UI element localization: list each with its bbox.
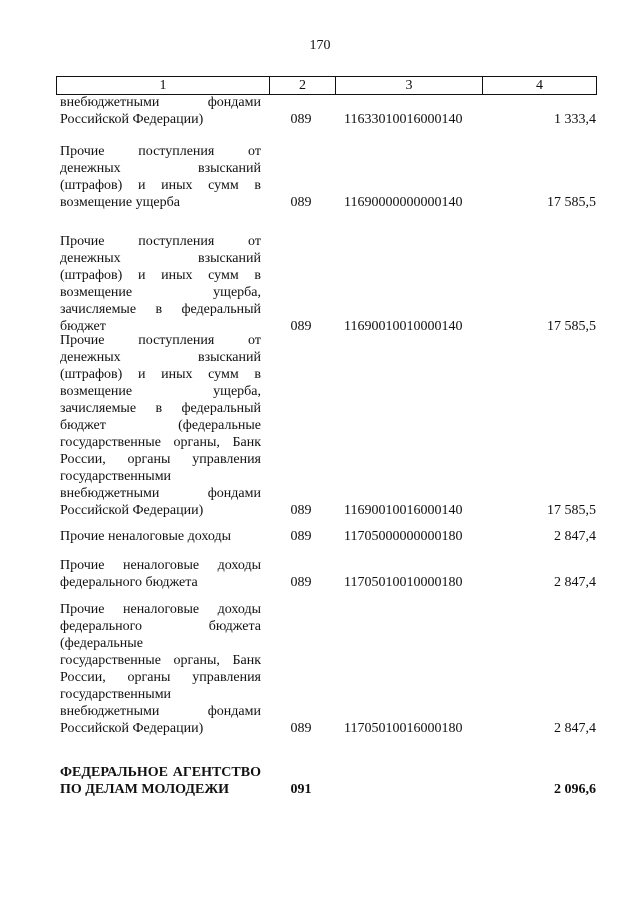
description-line: (штрафов) и иных сумм в bbox=[60, 367, 261, 382]
description-line: бюджет (федеральные bbox=[60, 418, 261, 433]
revenue-description bbox=[60, 528, 261, 545]
amount-value: 2 847,4 bbox=[554, 721, 596, 736]
description-line: Прочие поступления от bbox=[60, 144, 261, 159]
description-line: денежных взысканий bbox=[60, 161, 261, 176]
description-line: ПО ДЕЛАМ МОЛОДЕЖИ bbox=[60, 782, 230, 797]
revenue-description bbox=[60, 764, 261, 798]
administrator-code: 089 bbox=[290, 721, 312, 736]
column-header-table bbox=[56, 76, 597, 95]
description-line: Прочие неналоговые доходы bbox=[60, 602, 261, 617]
administrator-code: 089 bbox=[290, 319, 312, 334]
description-line: Прочие поступления от bbox=[60, 234, 261, 249]
description-line: зачисляемые в федеральный bbox=[60, 401, 261, 416]
administrator-code: 091 bbox=[290, 782, 312, 797]
description-line: Российской Федерации) bbox=[60, 112, 204, 127]
description-line: ФЕДЕРАЛЬНОЕ АГЕНТСТВО bbox=[60, 765, 261, 780]
description-line: Прочие поступления от bbox=[60, 333, 261, 348]
budget-classification-code: 11705010016000180 bbox=[344, 721, 463, 736]
column-header-1: 1 bbox=[57, 77, 270, 95]
description-line: возмещение ущерба, bbox=[60, 285, 261, 300]
description-line: бюджет bbox=[60, 319, 106, 334]
description-line: государственные органы, Банк bbox=[60, 435, 261, 450]
amount-value: 1 333,4 bbox=[554, 112, 596, 127]
description-line: зачисляемые в федеральный bbox=[60, 302, 261, 317]
description-line: Российской Федерации) bbox=[60, 503, 204, 518]
description-line: (федеральные bbox=[60, 636, 143, 651]
budget-classification-code: 11705000000000180 bbox=[344, 529, 463, 544]
description-line: Прочие неналоговые доходы bbox=[60, 529, 232, 544]
revenue-description bbox=[60, 94, 261, 128]
column-header-row bbox=[57, 77, 597, 95]
description-line: федерального бюджета bbox=[60, 619, 261, 634]
description-line: денежных взысканий bbox=[60, 251, 261, 266]
budget-classification-code: 11690010016000140 bbox=[344, 503, 463, 518]
description-line: внебюджетными фондами bbox=[60, 704, 261, 719]
column-header-4: 4 bbox=[483, 77, 597, 95]
description-line: государственными bbox=[60, 469, 172, 484]
description-line: (штрафов) и иных сумм в bbox=[60, 268, 261, 283]
administrator-code: 089 bbox=[290, 529, 312, 544]
description-line: Российской Федерации) bbox=[60, 721, 204, 736]
revenue-description bbox=[60, 233, 261, 335]
budget-classification-code: 11690000000000140 bbox=[344, 195, 463, 210]
description-line: государственные органы, Банк bbox=[60, 653, 261, 668]
revenue-description bbox=[60, 557, 261, 591]
administrator-code: 089 bbox=[290, 575, 312, 590]
amount-value: 2 847,4 bbox=[554, 529, 596, 544]
description-line: (штрафов) и иных сумм в bbox=[60, 178, 261, 193]
administrator-code: 089 bbox=[290, 503, 312, 518]
description-line: России, органы управления bbox=[60, 452, 261, 467]
budget-classification-code: 11633010016000140 bbox=[344, 112, 463, 127]
revenue-description bbox=[60, 143, 261, 211]
column-header-3: 3 bbox=[336, 77, 483, 95]
amount-value: 17 585,5 bbox=[547, 503, 596, 518]
description-line: внебюджетными фондами bbox=[60, 486, 261, 501]
description-line: внебюджетными фондами bbox=[60, 95, 261, 110]
revenue-description bbox=[60, 332, 261, 519]
amount-value: 2 847,4 bbox=[554, 575, 596, 590]
amount-value: 2 096,6 bbox=[554, 782, 596, 797]
description-line: денежных взысканий bbox=[60, 350, 261, 365]
amount-value: 17 585,5 bbox=[547, 319, 596, 334]
description-line: возмещение ущерба, bbox=[60, 384, 261, 399]
administrator-code: 089 bbox=[290, 195, 312, 210]
administrator-code: 089 bbox=[290, 112, 312, 127]
amount-value: 17 585,5 bbox=[547, 195, 596, 210]
budget-classification-code: 11705010010000180 bbox=[344, 575, 463, 590]
description-line: государственными bbox=[60, 687, 172, 702]
description-line: возмещение ущерба bbox=[60, 195, 180, 210]
page-number: 170 bbox=[309, 38, 331, 53]
column-header-2: 2 bbox=[270, 77, 336, 95]
description-line: России, органы управления bbox=[60, 670, 261, 685]
budget-classification-code: 11690010010000140 bbox=[344, 319, 463, 334]
description-line: Прочие неналоговые доходы bbox=[60, 558, 261, 573]
description-line: федерального бюджета bbox=[60, 575, 198, 590]
revenue-description bbox=[60, 601, 261, 737]
